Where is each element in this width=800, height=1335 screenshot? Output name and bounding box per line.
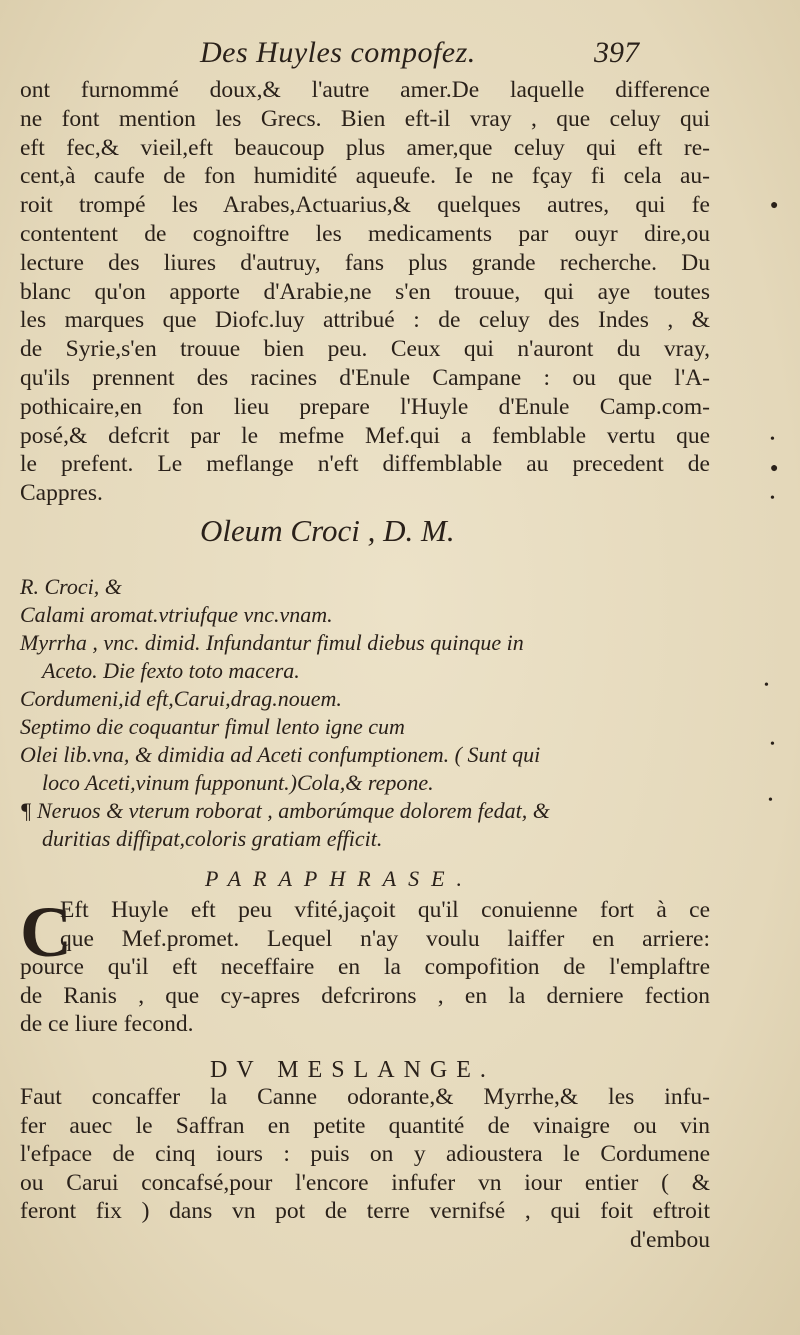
text-line: qu'ils prennent des racines d'Enule Campane : ou que l'A- — [20, 364, 710, 391]
recipe-line: loco Aceti,vinum fupponunt.)Cola,& repone. — [42, 770, 434, 795]
drop-cap: C — [20, 892, 72, 972]
text-line: feront fix ) dans vn pot de terre vernifsé , qui foit eftroit — [20, 1198, 710, 1225]
text-line: blanc qu'on apporte d'Arabie,ne s'en trouue, qui aye toutes — [20, 278, 710, 305]
catchword: d'embou — [630, 1226, 710, 1253]
text-line: l'efpace de cinq iours : puis on y adioustera le Cordumene — [20, 1141, 710, 1168]
text-line: Faut concaffer la Canne odorante,& Myrrhe,& les infu- — [20, 1084, 710, 1110]
margin-dot-icon: ● — [770, 198, 779, 213]
paraphrase-heading: PARAPHRASE. — [205, 866, 475, 891]
paragraph-3 — [20, 1083, 710, 1255]
paragraph-2 — [20, 892, 710, 1039]
text-line: les marques que Diofc.luy attribué : de celuy des Indes , & — [20, 307, 710, 334]
meslange-heading: DV MESLANGE. — [210, 1057, 495, 1083]
text-line: posé,& defcrit par le mefme Mef.qui a femblable vertu que — [20, 422, 710, 449]
text-line: roit trompé les Arabes,Actuarius,& quelques autres, qui fe — [20, 192, 710, 219]
text-line: Cappres. — [20, 480, 103, 507]
recipe-line: Aceto. Die fexto toto macera. — [42, 658, 300, 683]
text-line: pource qu'il eft neceffaire en la compofition de l'emplaftre — [20, 954, 710, 981]
running-title: Des Huyles compofez. — [200, 36, 476, 69]
text-line: de Syrie,s'en trouue bien peu. Ceux qui n'auront du vray, — [20, 336, 710, 363]
page-number: 397 — [594, 36, 639, 69]
text-line: ne font mention les Grecs. Bien eft-il vray , que celuy qui — [20, 105, 710, 132]
text-line: pothicaire,en fon lieu prepare l'Huyle d'Enule Camp.com- — [20, 393, 710, 420]
recipe-line: ¶ Neruos & vterum roborat , amborúmque dolorem fedat, & — [20, 798, 550, 823]
text-line: eft fec,& vieil,eft beaucoup plus amer,que celuy qui eft re- — [20, 134, 710, 161]
recipe-line: Calami aromat.vtriufque vnc.vnam. — [20, 602, 333, 627]
margin-dot-icon: • — [770, 737, 775, 752]
recipe-line: Olei lib.vna, & dimidia ad Aceti confumptionem. ( Sunt qui — [20, 742, 541, 767]
text-line: ou Carui concafsé,pour l'encore infufer vn iour entier ( & — [20, 1169, 710, 1196]
page-header — [0, 36, 800, 76]
recipe-title: Oleum Croci , D. M. — [200, 513, 455, 548]
text-line: de Ranis , que cy-apres defcrirons , en la derniere fection — [20, 982, 710, 1009]
text-line: cent,à caufe de fon humidité aqueufe. Ie ne fçay fi cela au- — [20, 163, 710, 190]
text-line: fer auec le Saffran en petite quantité de vinaigre ou vin — [20, 1112, 710, 1139]
margin-dot-icon: ● — [770, 461, 779, 476]
margin-dot-icon: • — [770, 491, 775, 506]
text-line: ont furnommé doux,& l'autre amer.De laquelle difference — [20, 77, 710, 103]
margin-dot-icon: • — [770, 432, 775, 447]
margin-dot-icon: • — [764, 678, 769, 693]
recipe-block — [20, 573, 720, 853]
text-line: de ce liure fecond. — [20, 1011, 194, 1038]
recipe-line: R. Croci, & — [20, 574, 122, 599]
text-line: Eft Huyle eft peu vfité,jaçoit qu'il conuienne fort à ce — [60, 897, 710, 923]
recipe-line: Cordumeni,id eft,Carui,drag.nouem. — [20, 686, 342, 711]
text-line: que Mef.promet. Lequel n'ay voulu laiffer en arriere: — [60, 925, 710, 952]
recipe-line: duritias diffipat,coloris gratiam efficit. — [42, 826, 383, 851]
text-line: lecture des liures d'autruy, fans plus grande recherche. Du — [20, 249, 710, 276]
margin-dot-icon: • — [768, 793, 773, 808]
text-line: contentent de cognoiftre les medicaments par ouyr dire,ou — [20, 220, 710, 247]
recipe-line: Septimo die coquantur fimul lento igne cum — [20, 714, 405, 739]
paragraph-1 — [20, 76, 710, 508]
recipe-line: Myrrha , vnc. dimid. Infundantur fimul diebus quinque in — [20, 630, 524, 655]
text-line: le prefent. Le meflange n'eft diffemblable au precedent de — [20, 451, 710, 478]
